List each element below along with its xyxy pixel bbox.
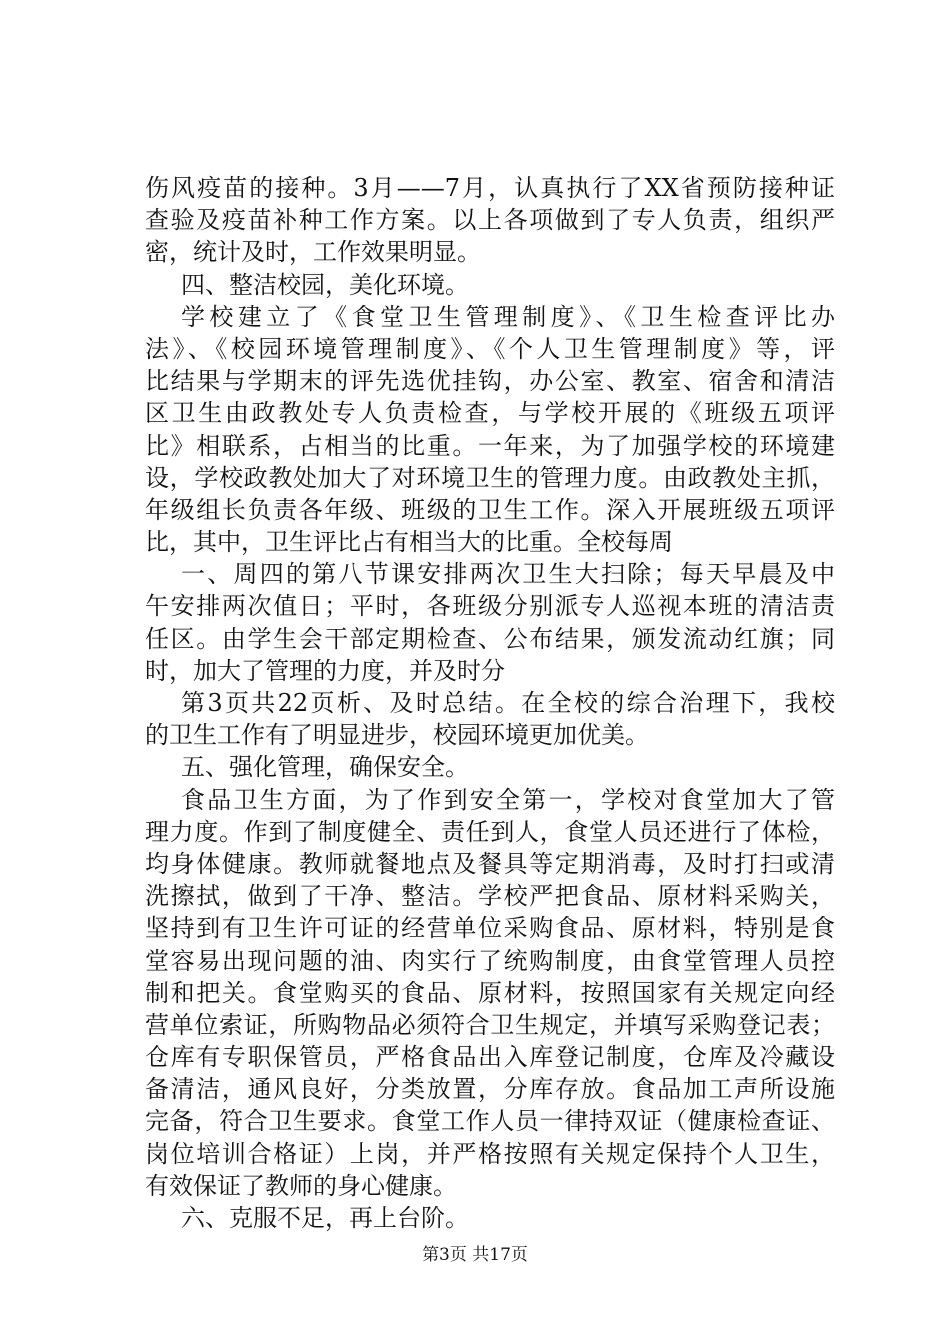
text-line: 伤风疫苗的接种。3月——7月，认真执行了XX省预防接种证 (145, 174, 835, 202)
text-line: 任区。由学生会干部定期检查、公布结果，颁发流动红旗；同 (145, 624, 835, 653)
text-line: 四、整洁校园，美化环境。 (181, 270, 469, 299)
text-line: 堂容易出现问题的油、肉实行了统购制度，由食堂管理人员控 (145, 946, 835, 975)
text-line: 一、周四的第八节课安排两次卫生大扫除；每天早晨及中 (181, 560, 835, 589)
text-line: 的卫生工作有了明显进步，校园环境更加优美。 (145, 721, 649, 750)
text-line: 洗擦拭，做到了干净、整洁。学校严把食品、原材料采购关， (145, 882, 835, 911)
text-line: 仓库有专职保管员，严格食品出入库登记制度，仓库及冷藏设 (145, 1043, 835, 1072)
text-line: 法》、《校园环境管理制度》、《个人卫生管理制度》等，评 (145, 334, 835, 363)
text-line: 学校建立了《食堂卫生管理制度》、《卫生检查评比办 (181, 302, 835, 331)
text-line: 设，学校政教处加大了对环境卫生的管理力度。由政教处主抓， (145, 463, 835, 492)
page-footer: 第3页 共17页 (422, 1245, 528, 1265)
text-line: 年级组长负责各年级、班级的卫生工作。深入开展班级五项评 (145, 495, 835, 524)
text-line: 备清洁，通风良好，分类放置，分库存放。食品加工声所设施 (145, 1075, 835, 1104)
text-line: 五、强化管理，确保安全。 (181, 753, 469, 782)
text-line: 区卫生由政教处专人负责检查，与学校开展的《班级五项评 (145, 399, 835, 428)
text-line: 坚持到有卫生许可证的经营单位采购食品、原材料，特别是食 (145, 914, 835, 943)
text-line: 时，加大了管理的力度，并及时分 (145, 656, 505, 685)
text-line: 六、克服不足，再上台阶。 (181, 1204, 469, 1232)
text-line: 比结果与学期末的评先选优挂钩，办公室、教室、宿舍和清洁 (145, 367, 835, 396)
text-line: 午安排两次值日；平时，各班级分别派专人巡视本班的清洁责 (145, 592, 835, 621)
text-line: 密，统计及时，工作效果明显。 (145, 238, 481, 267)
text-line: 第3页共22页析、及时总结。在全校的综合治理下，我校 (181, 689, 835, 717)
text-line: 营单位索证，所购物品必须符合卫生规定，并填写采购登记表； (145, 1010, 835, 1039)
text-line: 比》相联系，占相当的比重。一年来，为了加强学校的环境建 (145, 431, 835, 460)
text-line: 食品卫生方面，为了作到安全第一，学校对食堂加大了管 (181, 785, 835, 814)
text-line: 理力度。作到了制度健全、责任到人，食堂人员还进行了体检， (145, 817, 835, 846)
text-line: 岗位培训合格证）上岗，并严格按照有关规定保持个人卫生， (145, 1139, 835, 1168)
text-line: 制和把关。食堂购买的食品、原材料，按照国家有关规定向经 (145, 978, 835, 1007)
text-line: 比，其中，卫生评比占有相当大的比重。全校每周 (145, 528, 673, 557)
document-body (145, 172, 835, 1234)
text-line: 完备，符合卫生要求。食堂工作人员一律持双证（健康检查证、 (145, 1107, 835, 1136)
text-line: 有效保证了教师的身心健康。 (145, 1171, 457, 1200)
text-line: 查验及疫苗补种工作方案。以上各项做到了专人负责，组织严 (145, 206, 835, 235)
text-line: 均身体健康。教师就餐地点及餐具等定期消毒，及时打扫或清 (145, 849, 835, 878)
